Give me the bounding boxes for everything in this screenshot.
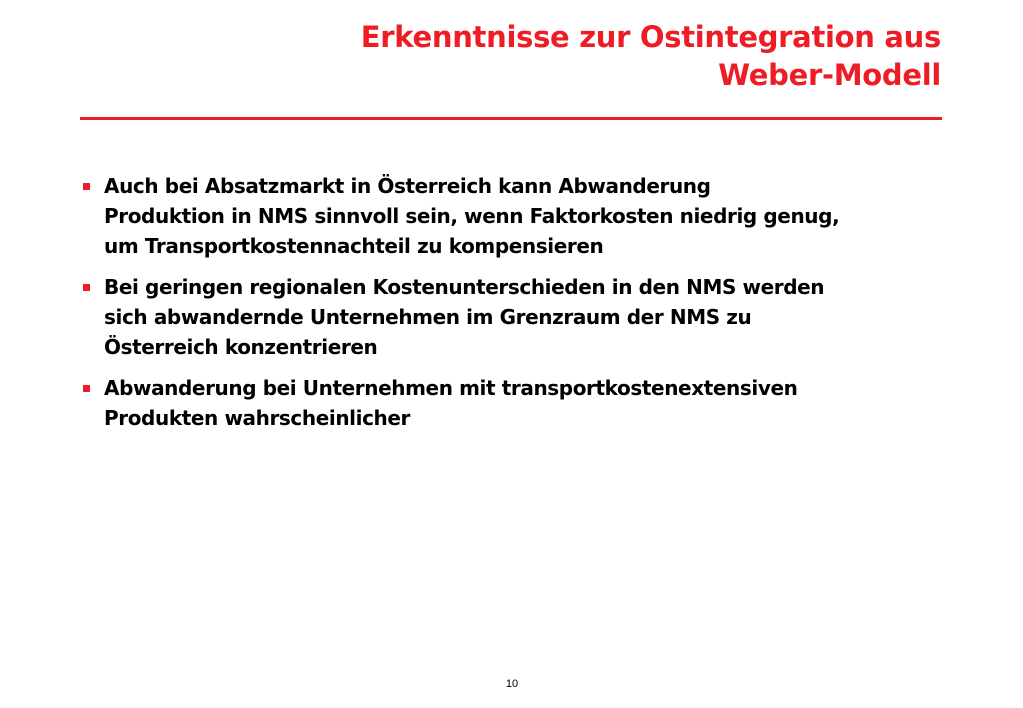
bullet-1-line-1: Auch bei Absatzmarkt in Österreich kann Abwanderung (104, 174, 711, 198)
bullet-1-line-2: Produktion in NMS sinnvoll sein, wenn Faktorkosten niedrig genug, (104, 204, 840, 228)
bullet-item-1 (80, 171, 950, 261)
bullet-item-2 (80, 272, 950, 362)
title-divider (80, 117, 942, 120)
bullet-3-line-2: Produkten wahrscheinlicher (104, 406, 411, 430)
square-bullet-icon (83, 385, 90, 392)
square-bullet-icon (83, 284, 90, 291)
slide-title-line-2: Weber-Modell (718, 58, 941, 92)
bullet-2-line-3: Österreich konzentrieren (104, 335, 378, 359)
square-bullet-icon (83, 183, 90, 190)
bullet-item-3 (80, 373, 950, 433)
bullet-2-line-1: Bei geringen regionalen Kostenunterschieden in den NMS werden (104, 275, 825, 299)
page-number: 10 (505, 678, 519, 690)
bullet-2-line-2: sich abwandernde Unternehmen im Grenzraum der NMS zu (104, 305, 752, 329)
slide-title-line-1: Erkenntnisse zur Ostintegration aus (360, 20, 941, 54)
bullet-list (80, 171, 950, 444)
bullet-3-line-1: Abwanderung bei Unternehmen mit transportkostenextensiven (104, 376, 798, 400)
slide-title (241, 18, 941, 94)
bullet-1-line-3: um Transportkostennachteil zu kompensieren (104, 234, 604, 258)
